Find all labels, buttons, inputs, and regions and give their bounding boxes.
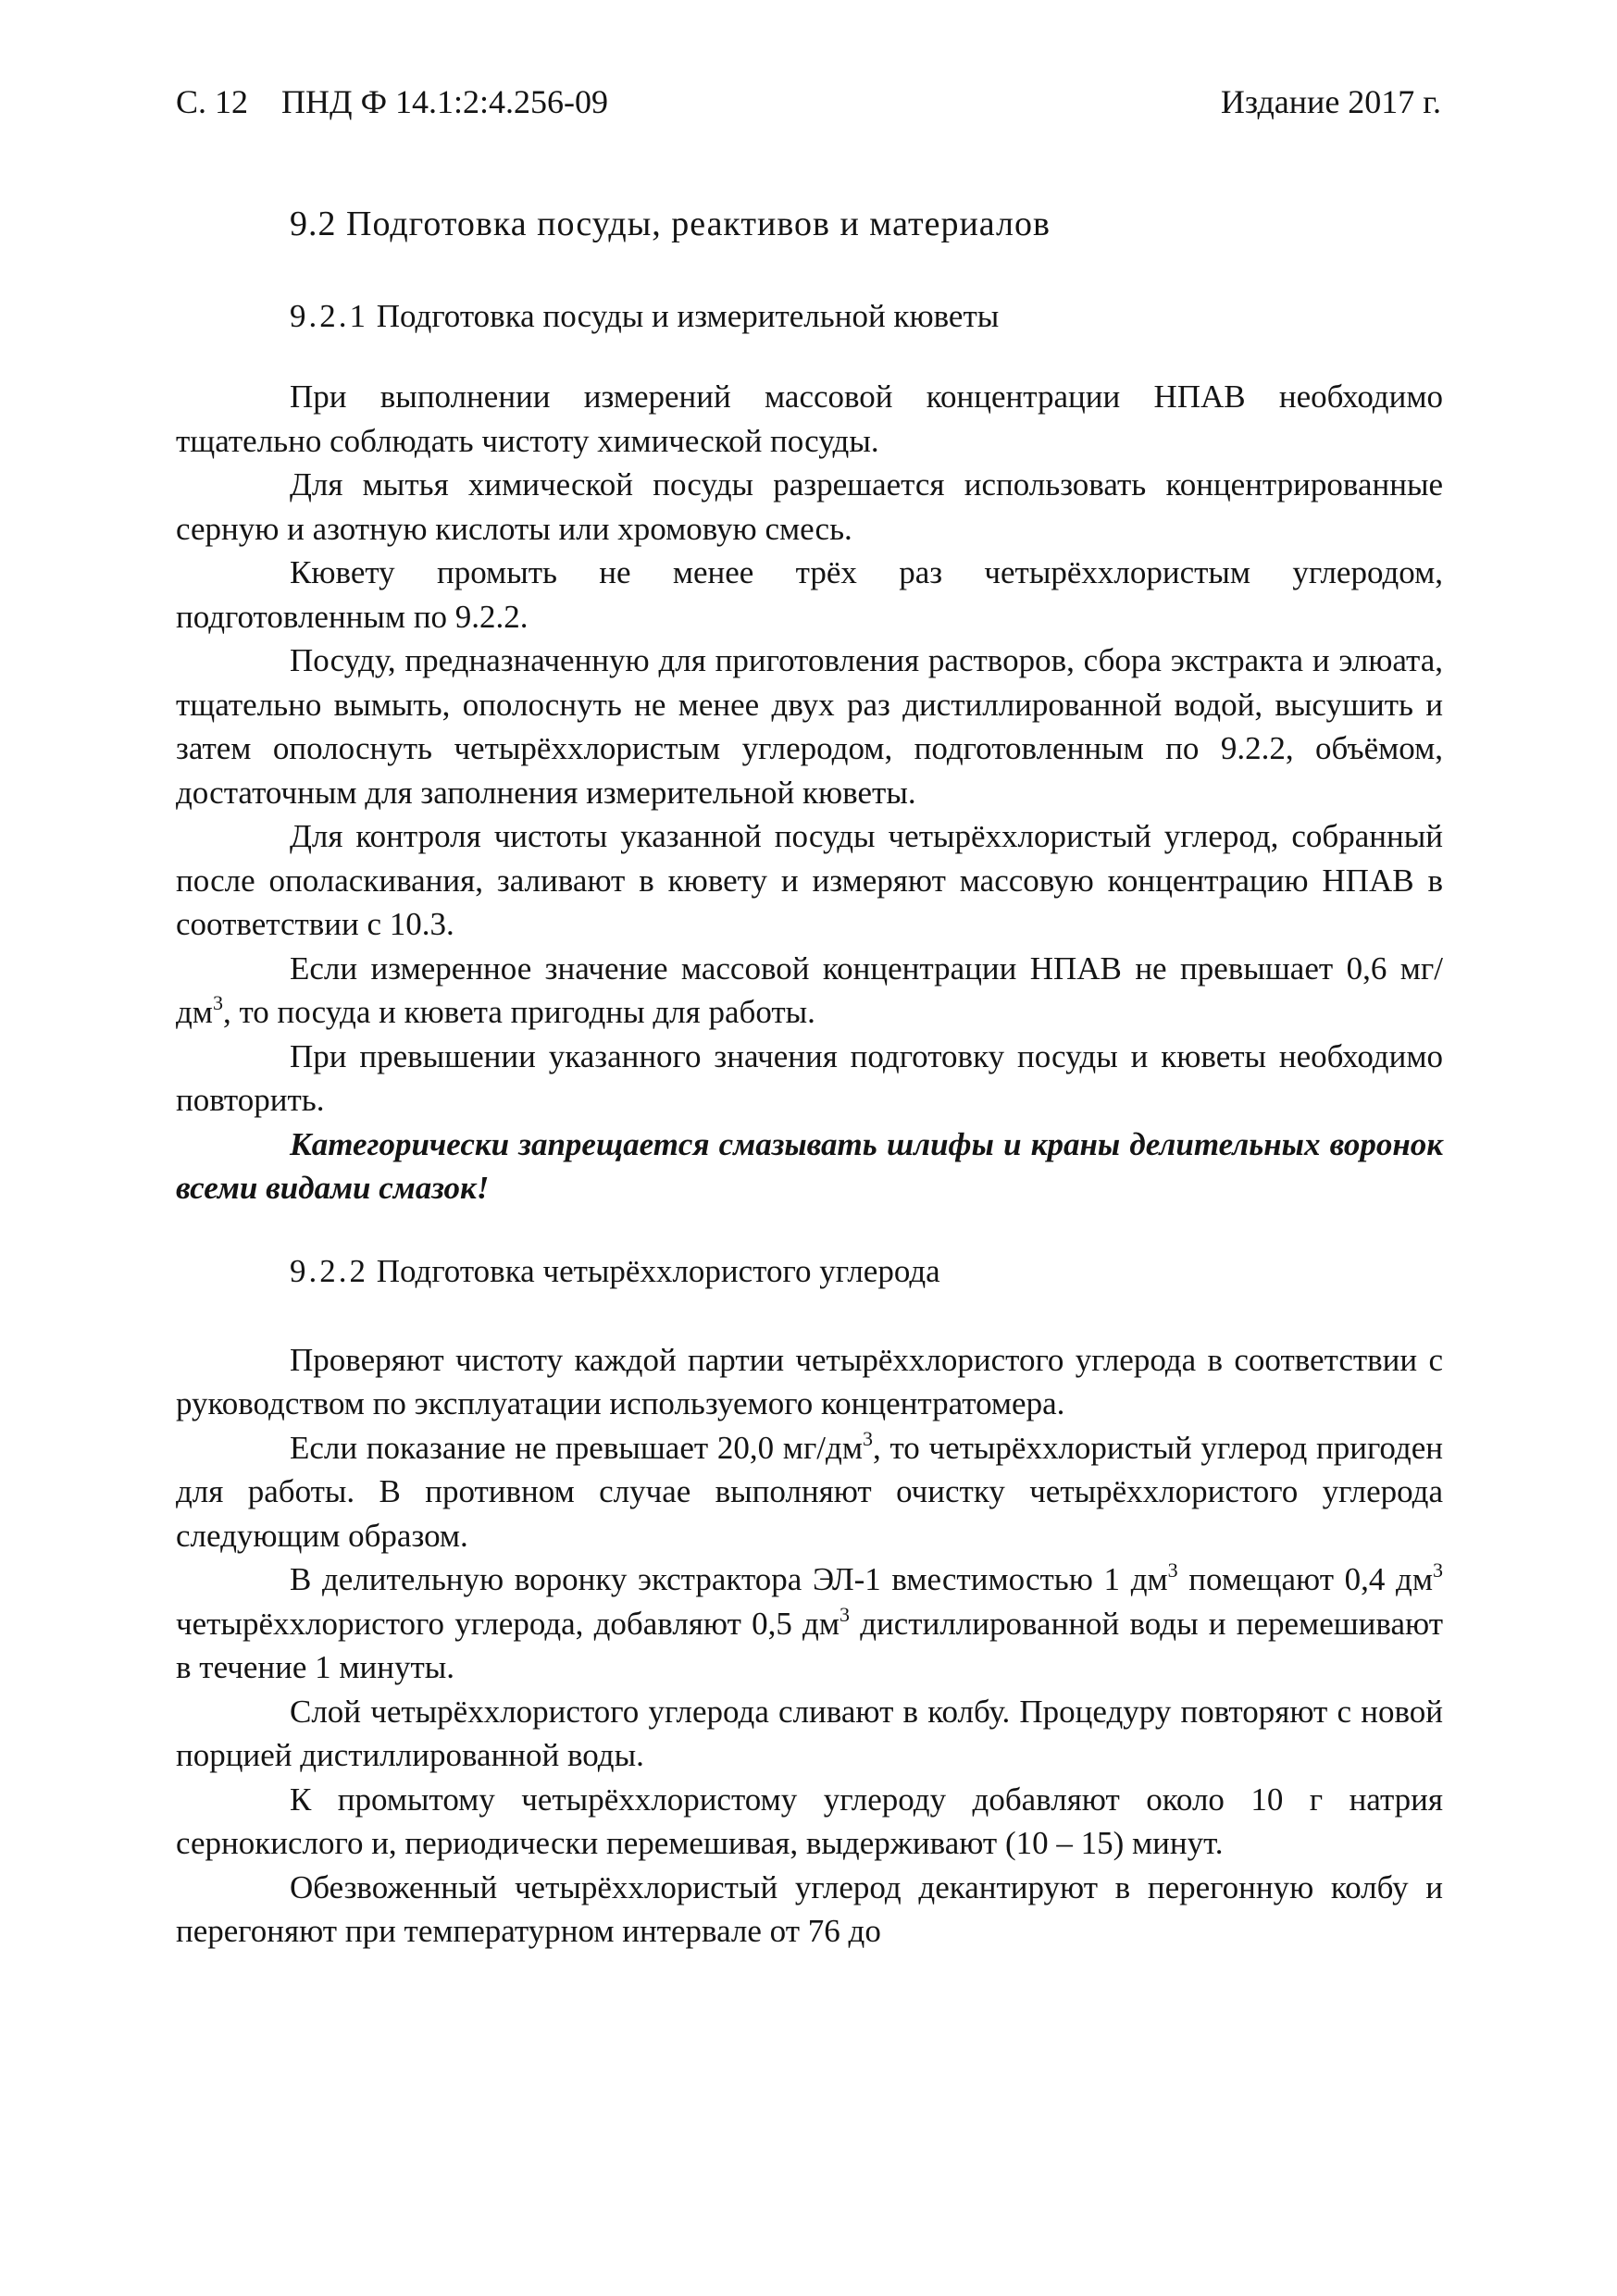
paragraph: При выполнении измерений массовой концентрации НПАВ необходимо тщательно соблюдать чистоту химической посуды.: [176, 379, 1443, 459]
paragraph: При превышении указанного значения подготовку посуды и кюветы необходимо повторить.: [176, 1037, 1443, 1118]
page-number: С. 12: [176, 83, 249, 120]
document-code: ПНД Ф 14.1:2:4.256-09: [281, 83, 609, 120]
paragraph: К промытому четырёххлористому углероду добавляют около 10 г натрия сернокислого и, периодически перемешивая, выдерживают (10 – 15) минут.: [176, 1781, 1443, 1861]
superscript: 3: [212, 991, 223, 1014]
subsection-heading: Подготовка посуды и измерительной кюветы: [376, 298, 1000, 334]
superscript: 3: [1433, 1558, 1444, 1582]
page-header: [176, 81, 1441, 122]
subsection-number: 9.2.1: [290, 298, 368, 334]
paragraph: [176, 1558, 1443, 1690]
paragraph: Слой четырёххлористого углерода сливают в колбу. Процедуру повторяют с новой порцией дистиллированной воды.: [176, 1693, 1443, 1773]
paragraph: Проверяют чистоту каждой партии четырёххлористого углерода в соответствии с руководством по эксплуатации используемого концентратомера.: [176, 1341, 1443, 1421]
warning-paragraph: Категорически запрещается смазывать шлифы и краны делительных воронок всеми видами смазок!: [176, 1125, 1443, 1206]
paragraph: Для контроля чистоты указанной посуды четырёххлористый углерод, собранный после ополаскивания, заливают в кювету и измеряют массовую концентрацию НПАВ в соответствии с 10.3.: [176, 818, 1443, 942]
paragraph: [176, 947, 1443, 1035]
superscript: 3: [1167, 1558, 1178, 1582]
superscript: 3: [840, 1602, 851, 1626]
text-run: , то посуда и кювета пригодны для работы.: [222, 994, 815, 1030]
subsection-title-9-2-1: [290, 294, 1443, 339]
text-run: Если измеренное значение массовой концентрации НПАВ не превышает 0,6 мг/дм: [176, 949, 1443, 1030]
section-title: 9.2 Подготовка посуды, реактивов и материалов: [290, 205, 1051, 243]
text-run: помещают 0,4 дм: [1177, 1561, 1434, 1597]
paragraph: Кювету промыть не менее трёх раз четырёххлористым углеродом, подготовленным по 9.2.2.: [176, 554, 1443, 635]
text-run: Если показание не превышает 20,0 мг/дм: [290, 1429, 863, 1466]
edition-label: Издание 2017 г.: [1220, 83, 1441, 120]
header-left: [176, 81, 608, 122]
subsection-number: 9.2.2: [290, 1252, 368, 1289]
paragraph: [176, 1426, 1443, 1558]
text-run: , то четырёххлористый углерод пригоден для работы. В противном случае выполняют очистку четырёххлористого углерода следующим образом.: [176, 1429, 1443, 1554]
text-run: дистиллированной воды и перемешивают в течение 1 минуты.: [176, 1605, 1443, 1685]
text-run: четырёххлористого углерода, добавляют 0,5 дм: [176, 1605, 840, 1642]
paragraph: Посуду, предназначенную для приготовления растворов, сбора экстракта и элюата, тщательно вымыть, ополоснуть не менее двух раз дистиллированной водой, высушить и затем ополоснуть четырёххлористым углеродом, подготовленным по 9.2.2, объёмом, достаточным для заполнения измерительной кюветы.: [176, 642, 1443, 811]
text-run: В делительную воронку экстрактора ЭЛ-1 вместимостью 1 дм: [290, 1561, 1168, 1597]
page-content: [176, 202, 1443, 1954]
superscript: 3: [863, 1426, 873, 1450]
paragraph: Обезвоженный четырёххлористый углерод декантируют в перегонную колбу и перегоняют при температурном интервале от 76 до: [176, 1868, 1443, 1949]
subsection-heading: Подготовка четырёххлористого углерода: [376, 1252, 940, 1289]
paragraph: Для мытья химической посуды разрешается использовать концентрированные серную и азотную кислоты или хромовую смесь.: [176, 466, 1443, 547]
subsection-title-9-2-2: [290, 1249, 1443, 1294]
